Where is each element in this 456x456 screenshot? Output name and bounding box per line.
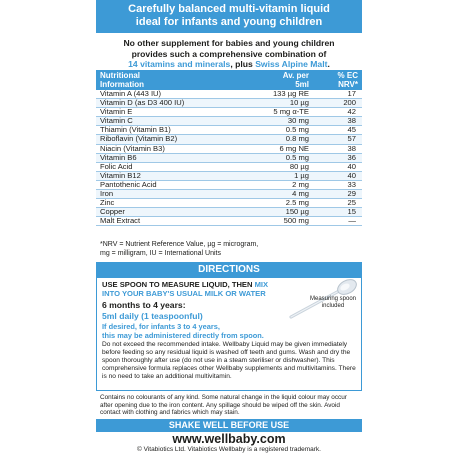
header-amount (246, 70, 312, 90)
nutrient-name: Iron (100, 189, 114, 199)
contains-note: Contains no colourants of any kind. Some natural change in the liquid colour may occur after opening due to the iron content. Any spillage should be wiped off the skin. Avoid contact with clothing and fabrics which may stain. (100, 394, 347, 417)
table-row (96, 99, 362, 108)
shake-well-banner: SHAKE WELL BEFORE USE (96, 419, 362, 432)
use-milk-highlight: INTO YOUR BABY'S USUAL MILK OR WATER (102, 289, 266, 298)
headline-line-2: ideal for infants and young children (135, 16, 323, 28)
directions-advice: Do not exceed the recommended intake. Wellbaby Liquid may be given immediately before feeding so any residual liquid is washed off teeth and gums. Wash and dry the spoon thoroughly after use (do not use in a steam steriliser or dishwasher). This comprehensive formula replaces other Wellbaby supplements and multivitamins. There is no need to take an additional multivitamin. (102, 341, 356, 380)
copyright-text: © Vitabiotics Ltd. Vitabiotics Wellbaby is a registered trademark. (137, 446, 321, 453)
intro-highlight-vitamins: 14 vitamins and minerals (128, 59, 231, 69)
nutrient-nrv: 25 (347, 198, 356, 208)
header-nutrient-line-2: Information (100, 80, 144, 89)
nutrient-amount: 0.5 mg (285, 152, 309, 162)
nutrient-amount: 0.8 mg (285, 134, 309, 144)
table-row (96, 199, 362, 208)
headline-banner (96, 0, 362, 33)
nutrient-nrv: 42 (347, 107, 356, 117)
nutrient-nrv: 40 (347, 161, 356, 171)
nutrient-name: Copper (100, 207, 125, 217)
intro-plus: , plus (230, 59, 256, 69)
header-nutrient (96, 70, 246, 90)
nutrient-nrv: 33 (347, 179, 356, 189)
table-row (96, 181, 362, 190)
headline-line-1: Carefully balanced multi-vitamin liquid (128, 3, 330, 15)
nutrient-name: Pantothenic Acid (100, 179, 157, 189)
nutrient-nrv: 38 (347, 116, 356, 126)
intro-text (96, 38, 362, 70)
nutrient-nrv: 29 (347, 189, 356, 199)
nutrient-nrv: 57 (347, 134, 356, 144)
nutrient-name: Vitamin D (as D3 400 IU) (100, 98, 185, 108)
nutrient-name: Zinc (100, 198, 115, 208)
table-row (96, 217, 362, 226)
header-nrv-line-1: % EC (337, 71, 358, 80)
header-nrv (312, 70, 362, 90)
nutrition-table-header (96, 70, 362, 90)
footnote-line-1: *NRV = Nutrient Reference Value, µg = microgram, (100, 241, 259, 248)
nutrient-amount: 133 µg RE (272, 89, 309, 98)
nutrient-name: Vitamin E (100, 107, 133, 117)
header-nutrient-line-1: Nutritional (100, 71, 140, 80)
nutrient-amount: 6 mg NE (279, 143, 309, 153)
table-row (96, 108, 362, 117)
nutrient-amount: 80 µg (289, 161, 309, 171)
table-row (96, 190, 362, 199)
nutrient-nrv: — (348, 216, 356, 226)
directions-use-spoon (102, 280, 282, 298)
older-line-1: If desired, for infants 3 to 4 years, (102, 322, 220, 331)
directions-age: 6 months to 4 years: (102, 300, 186, 310)
nutrient-amount: 1 µg (294, 170, 309, 180)
spoon-caption: Measuring spoon included (309, 296, 357, 309)
header-nrv-line-2: NRV* (338, 80, 358, 89)
nutrition-table (96, 70, 362, 226)
nutrient-amount: 5 mg α-TE (273, 107, 309, 117)
nutrient-amount: 2 mg (292, 179, 309, 189)
directions-dose: 5ml daily (1 teaspoonful) (102, 311, 203, 321)
footnote-line-2: mg = milligram, IU = International Units (100, 250, 221, 257)
nutrient-nrv: 15 (347, 207, 356, 217)
nutrient-name: Malt Extract (100, 216, 141, 226)
directions-older (102, 322, 302, 340)
intro-line-2: provides such a comprehensive combination of (131, 48, 327, 59)
directions-box (96, 277, 362, 391)
directions-title: DIRECTIONS (96, 262, 362, 277)
intro-highlight-malt: Swiss Alpine Malt (255, 59, 328, 69)
intro-line-3 (96, 59, 362, 70)
nutrient-nrv: 38 (347, 143, 356, 153)
use-spoon-text: USE SPOON TO MEASURE LIQUID, THEN (102, 280, 255, 289)
nutrient-name: Vitamin B12 (100, 170, 141, 180)
website-link[interactable]: www.wellbaby.com (172, 432, 286, 446)
nutrient-name: Vitamin A (443 IU) (100, 89, 162, 98)
header-amount-line-2: 5ml (295, 80, 309, 89)
nutrient-amount: 30 mg (287, 116, 309, 126)
nutrient-amount: 2.5 mg (285, 198, 309, 208)
nrv-footnote (100, 240, 362, 258)
nutrient-nrv: 45 (347, 125, 356, 135)
nutrient-name: Riboflavin (Vitamin B2) (100, 134, 178, 144)
use-mix-highlight: MIX (254, 280, 269, 289)
nutrient-name: Vitamin C (100, 116, 133, 126)
nutrient-nrv: 36 (347, 152, 356, 162)
nutrient-name: Vitamin B6 (100, 152, 137, 162)
nutrient-name: Folic Acid (100, 161, 133, 171)
nutrient-amount: 10 µg (289, 98, 309, 108)
older-line-2: this may be administered directly from spoon. (102, 331, 264, 340)
intro-line-1: No other supplement for babies and young children (123, 38, 335, 48)
nutrient-name: Niacin (Vitamin B3) (100, 143, 165, 153)
nutrient-amount: 500 mg (283, 216, 309, 226)
nutrition-rows (96, 90, 362, 226)
nutrient-amount: 150 µg (285, 207, 309, 217)
nutrient-nrv: 17 (347, 89, 356, 98)
nutrient-name: Thiamin (Vitamin B1) (100, 125, 171, 135)
nutrient-nrv: 40 (347, 170, 356, 180)
header-amount-line-1: Av. per (282, 71, 309, 80)
nutrient-amount: 4 mg (292, 189, 309, 199)
nutrient-nrv: 200 (343, 98, 356, 108)
table-row (96, 154, 362, 163)
nutrient-amount: 0.5 mg (285, 125, 309, 135)
intro-end: . (327, 59, 330, 69)
